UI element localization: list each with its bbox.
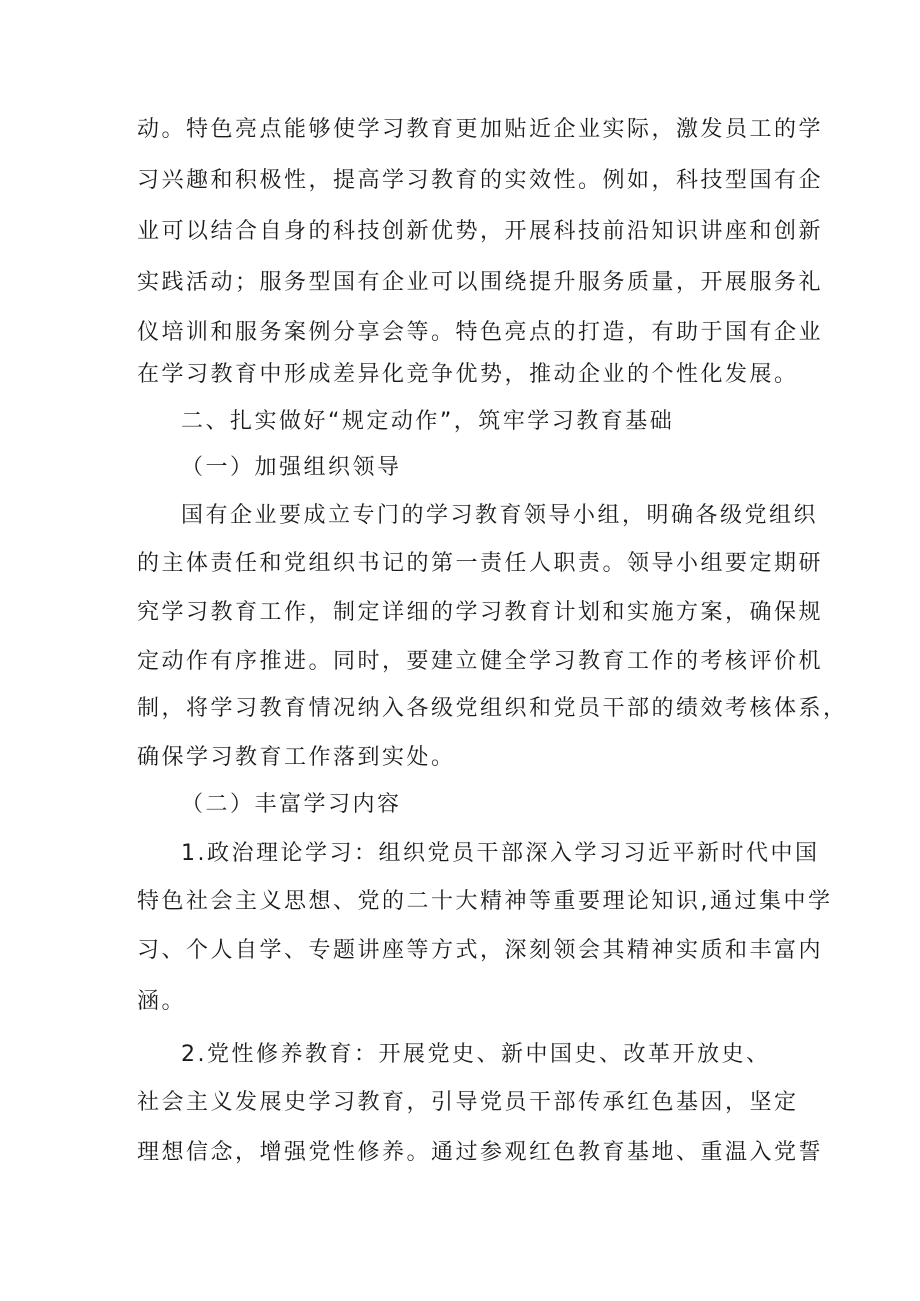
paragraph-line: 业可以结合自身的科技创新优势，开展科技前沿知识讲座和创新	[137, 219, 824, 244]
list-item-line: 习、个人自学、专题讲座等方式，深刻领会其精神实质和丰富内	[137, 938, 824, 963]
paragraph-line: 习兴趣和积极性，提高学习教育的实效性。例如，科技型国有企	[137, 168, 824, 193]
paragraph-line: 的主体责任和党组织书记的第一责任人职责。领导小组要定期研	[137, 551, 824, 576]
paragraph-line: 动。特色亮点能够使学习教育更加贴近企业实际，激发员工的学	[137, 117, 824, 142]
paragraph-line: 究学习教育工作，制定详细的学习教育计划和实施方案，确保规	[137, 600, 824, 625]
list-item-line: 理想信念，增强党性修养。通过参观红色教育基地、重温入党誓	[137, 1140, 824, 1165]
paragraph-line: 确保学习教育工作落到实处。	[137, 745, 456, 770]
subsection-heading: （一）加强组织领导	[181, 455, 402, 480]
paragraph-line: 国有企业要成立专门的学习教育领导小组，明确各级党组织	[181, 503, 819, 528]
paragraph-line: 仪培训和服务案例分享会等。特色亮点的打造，有助于国有企业	[137, 320, 824, 345]
paragraph-line: 实践活动；服务型国有企业可以围绕提升服务质量，开展服务礼	[137, 270, 824, 295]
list-item-line: 特色社会主义思想、党的二十大精神等重要理论知识,通过集中学	[137, 889, 833, 914]
subsection-heading: （二）丰富学习内容	[181, 792, 402, 817]
list-item-line: 1.政治理论学习：组织党员干部深入学习习近平新时代中国	[181, 841, 820, 866]
list-item-line: 社会主义发展史学习教育，引导党员干部传承红色基因，坚定	[137, 1090, 799, 1115]
list-item-line: 2.党性修养教育：开展党史、新中国史、改革开放史、	[181, 1042, 771, 1067]
section-heading: 二、扎实做好“规定动作”，筑牢学习教育基础	[181, 409, 675, 434]
paragraph-line: 制，将学习教育情况纳入各级党组织和党员干部的绩效考核体系，	[137, 696, 848, 721]
list-item-line: 涵。	[137, 989, 187, 1014]
paragraph-line: 在学习教育中形成差异化竞争优势，推动企业的个性化发展。	[137, 362, 799, 387]
paragraph-line: 定动作有序推进。同时，要建立健全学习教育工作的考核评价机	[137, 649, 824, 674]
